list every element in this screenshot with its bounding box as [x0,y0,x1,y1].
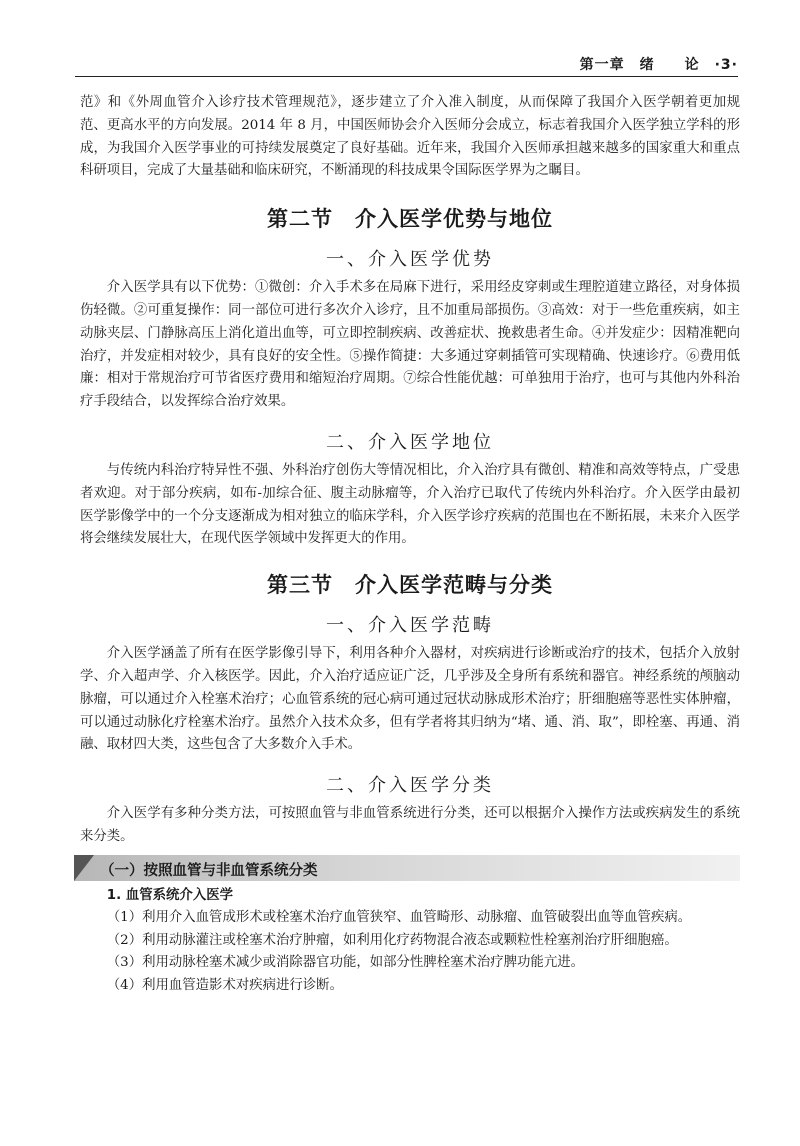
section-title-2: 第二节 介入医学优势与地位 [267,207,553,232]
page-content [80,92,740,998]
subsection-title-classification: 二、介入医学分类 [326,775,494,797]
subsection-title-advantages: 一、介入医学优势 [326,249,494,271]
chapter-page-title: 第一章 绪 论 ·3· [579,57,738,73]
intro-paragraph: 范》和《外周血管介入诊疗技术管理规范》，逐步建立了介入准入制度，从而保障了我国介入医学朝着更加规范、更高水平的方向发展。2014 年 8 月，中国医师协会介入医师分会成立，标志着我国介入医学独立学科的形成，为我国介入医学事业的可持续发展奠定了良好基础。近年来，我国介入医师承担越来越多的国家重大和重点科研项目，完成了大量基础和临床研究，不断涌现的科技成果令国际医学界为之瞩目。 [80,95,740,179]
list-item: （2）利用动脉灌注或栓塞术治疗肿瘤，如利用化疗药物混合液态或颗粒性栓塞剂治疗肝细胞癌。 [106,932,678,948]
status-paragraph: 与传统内科治疗特异性不强、外科治疗创伤大等情况相比，介入治疗具有微创、精准和高效等特点，广受患者欢迎。对于部分疾病，如布-加综合征、腹主动脉瘤等，介入治疗已取代了传统内外科治疗。介入医学由最初医学影像学中的一个分支逐渐成为相对独立的临床学科，介入医学诊疗疾病的范围也在不断拓展，未来介入医学将会继续发展壮大，在现代医学领域中发挥更大的作用。 [80,462,740,547]
subsection-title-status: 二、介入医学地位 [326,431,494,453]
scope-paragraph: 介入医学涵盖了所有在医学影像引导下，利用各种介入器材，对疾病进行诊断或治疗的技术，包括介入放射学、介入超声学、介入核医学。因此，介入治疗适应证广泛，几乎涉及全身所有系统和器官。神经系统的颅脑动脉瘤，可以通过介入栓塞术治疗；心血管系统的冠心病可通过冠状动脉成形术治疗；肝细胞癌等恶性实体肿瘤，可以通过动脉化疗栓塞术治疗。虽然介入技术众多，但有学者将其归纳为“堵、通、消、取”，即栓塞、再通、消融、取材四大类，这些包含了大多数介入手术。 [80,646,740,753]
list-item: （1）利用介入血管成形术或栓塞术治疗血管狭窄、血管畸形、动脉瘤、血管破裂出血等血管疾病。 [106,909,692,925]
heading-bar-label: （一）按照血管与非血管系统分类 [100,862,318,879]
vascular-heading: 1. 血管系统介入医学 [106,887,233,903]
list-item: （3）利用动脉栓塞术减少或消除器官功能，如部分性脾栓塞术治疗脾功能亢进。 [106,955,584,971]
list-item: （4）利用血管造影术对疾病进行诊断。 [106,978,343,994]
section-title-3: 第三节 介入医学范畴与分类 [267,573,553,598]
heading-bar-triangle [74,855,94,881]
running-header [75,50,738,77]
subsection-title-scope: 一、介入医学范畴 [326,615,494,637]
classification-paragraph: 介入医学有多种分类方法，可按照血管与非血管系统进行分类，还可以根据介入操作方法或疾病发生的系统来分类。 [80,806,740,844]
advantages-paragraph: 介入医学具有以下优势：①微创：介入手术多在局麻下进行，采用经皮穿刺或生理腔道建立路径，对身体损伤轻微。②可重复操作：同一部位可进行多次介入诊疗，且不加重局部损伤。③高效：对于一些危重疾病，如主动脉夹层、门静脉高压上消化道出血等，可立即控制疾病、改善症状、挽救患者生命。④并发症少：因精准靶向治疗，并发症相对较少，具有良好的安全性。⑤操作简捷：大多通过穿刺插管可实现精确、快速诊疗。⑥费用低廉：相对于常规治疗可节省医疗费用和缩短治疗周期。⑦综合性能优越：可单独用于治疗，也可与其他内外科治疗手段结合，以发挥综合治疗效果。 [80,280,740,410]
heading-bar [74,855,740,881]
